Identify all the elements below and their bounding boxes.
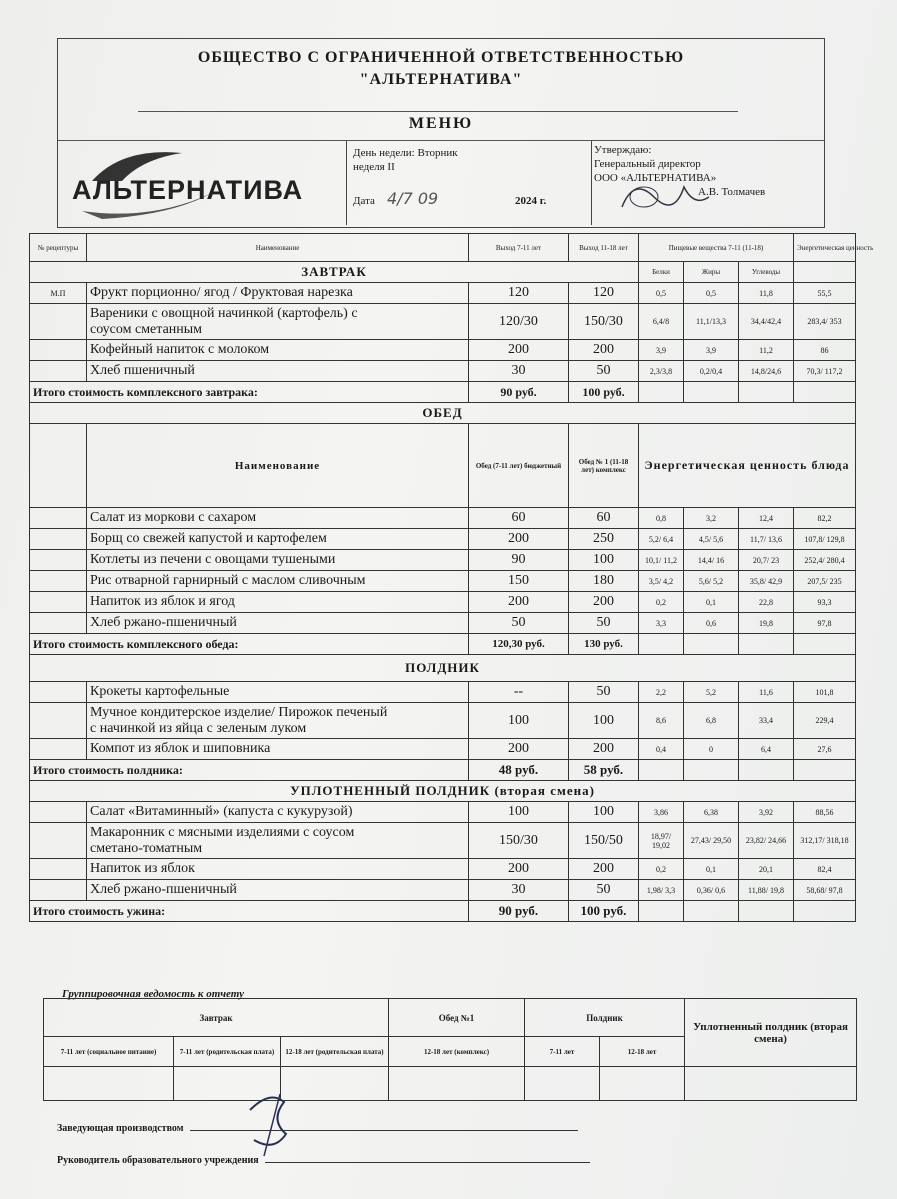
- output-7-11: 200: [469, 739, 569, 760]
- snack-total-label: Итого стоимость полдника:: [30, 760, 469, 781]
- recipe-code: [30, 571, 87, 592]
- recipe-code: [30, 880, 87, 901]
- protein: 6,4/8: [639, 304, 684, 340]
- output-11-18: 60: [569, 508, 639, 529]
- energy: 88,56: [794, 802, 856, 823]
- date-label: Дата: [353, 195, 375, 207]
- supper-total-label: Итого стоимость ужина:: [30, 901, 469, 922]
- grouping-c3: 12-18 лет (родительская плата): [281, 1037, 389, 1067]
- grouping-snack: Полдник: [525, 999, 685, 1037]
- output-7-11: 120/30: [469, 304, 569, 340]
- carbs: 11,6: [739, 682, 794, 703]
- dish-name: [87, 361, 469, 382]
- energy: 101,8: [794, 682, 856, 703]
- fat: 0,5: [684, 283, 739, 304]
- fat: 3,9: [684, 340, 739, 361]
- grouping-table: [43, 998, 857, 1101]
- menu-table: [29, 233, 874, 922]
- carbs: 11,8: [739, 283, 794, 304]
- fat: 0,6: [684, 613, 739, 634]
- section-breakfast: ЗАВТРАК: [30, 262, 639, 283]
- recipe-code: [30, 739, 87, 760]
- dish-name: [87, 340, 469, 361]
- grouping-title: Группировочная ведомость к отчету: [62, 988, 244, 1000]
- output-7-11: 90: [469, 550, 569, 571]
- output-7-11: 150/30: [469, 823, 569, 859]
- dish-name-line: Кофейный напиток с молоком: [90, 342, 270, 357]
- table-row: [30, 880, 856, 901]
- dish-name: [87, 283, 469, 304]
- col-output-11-18: Выход 11-18 лет: [569, 234, 639, 262]
- protein: 8,6: [639, 703, 684, 739]
- col-energy: Энергетическая ценность: [794, 234, 856, 262]
- output-7-11: 200: [469, 859, 569, 880]
- dish-name-line: Напиток из яблок и ягод: [90, 594, 235, 609]
- energy: 97,8: [794, 613, 856, 634]
- recipe-code: [30, 802, 87, 823]
- recipe-code: [30, 340, 87, 361]
- dish-name: [87, 592, 469, 613]
- fat: 0,2/0,4: [684, 361, 739, 382]
- lunch-col-energy: Энергетическая ценность блюда: [639, 424, 856, 508]
- output-7-11: --: [469, 682, 569, 703]
- section-supper: УПЛОТНЕННЫЙ ПОЛДНИК (вторая смена): [30, 781, 856, 802]
- fat: 3,2: [684, 508, 739, 529]
- output-11-18: 100: [569, 802, 639, 823]
- approval-position: Генеральный директор: [594, 158, 701, 170]
- dish-name-line: Хлеб пшеничный: [90, 363, 195, 378]
- col-output-7-11: Выход 7-11 лет: [469, 234, 569, 262]
- fat: 5,6/ 5,2: [684, 571, 739, 592]
- grouping-c5: 7-11 лет: [525, 1037, 600, 1067]
- supper-total-1: 90 руб.: [469, 901, 569, 922]
- handwritten-signature-icon: [240, 1090, 300, 1160]
- output-7-11: 100: [469, 802, 569, 823]
- energy: 55,5: [794, 283, 856, 304]
- output-7-11: 200: [469, 592, 569, 613]
- col-protein: Белки: [639, 262, 684, 283]
- recipe-code: [30, 529, 87, 550]
- output-11-18: 100: [569, 703, 639, 739]
- protein: 2,2: [639, 682, 684, 703]
- dish-name-line: Котлеты из печени с овощами тушеными: [90, 552, 336, 567]
- signature-production: [57, 1123, 578, 1134]
- recipe-code: [30, 823, 87, 859]
- fat: 6,38: [684, 802, 739, 823]
- output-7-11: 30: [469, 361, 569, 382]
- output-11-18: 150/30: [569, 304, 639, 340]
- breakfast-total-2: 100 руб.: [569, 382, 639, 403]
- lunch-col-1: Обед (7-11 лет) бюджетный: [469, 424, 569, 508]
- dish-name-line: Хлеб ржано-пшеничный: [90, 882, 237, 897]
- dish-name: [87, 859, 469, 880]
- table-row: [30, 592, 856, 613]
- protein: 0,2: [639, 859, 684, 880]
- lunch-total-2: 130 руб.: [569, 634, 639, 655]
- table-row: [30, 703, 856, 739]
- energy: 70,3/ 117,2: [794, 361, 856, 382]
- output-11-18: 250: [569, 529, 639, 550]
- grouping-supper: Уплотненный полдник (вторая смена): [685, 999, 857, 1067]
- lunch-total-1: 120,30 руб.: [469, 634, 569, 655]
- carbs: 33,4: [739, 703, 794, 739]
- energy: 82,2: [794, 508, 856, 529]
- snack-total-2: 58 руб.: [569, 760, 639, 781]
- lunch-col-2: Обед № 1 (11-18 лет) комплекс: [569, 424, 639, 508]
- energy: 86: [794, 340, 856, 361]
- recipe-code: [30, 613, 87, 634]
- carbs: 11,88/ 19,8: [739, 880, 794, 901]
- protein: 0,2: [639, 592, 684, 613]
- energy: 27,6: [794, 739, 856, 760]
- energy: 58,68/ 97,8: [794, 880, 856, 901]
- carbs: 35,8/ 42,9: [739, 571, 794, 592]
- day-of-week: День недели: Вторник: [353, 147, 458, 159]
- table-row: [30, 739, 856, 760]
- protein: 10,1/ 11,2: [639, 550, 684, 571]
- grouping-c4: 12-18 лет (комплекс): [389, 1037, 525, 1067]
- signature-icon: [614, 167, 714, 217]
- grouping-lunch: Обед №1: [389, 999, 525, 1037]
- output-11-18: 120: [569, 283, 639, 304]
- logo-text: АЛЬТЕРНАТИВА: [72, 175, 304, 205]
- recipe-code: [30, 682, 87, 703]
- carbs: 20,1: [739, 859, 794, 880]
- protein: 18,97/ 19,02: [639, 823, 684, 859]
- date-handwritten: 4/7 09: [387, 189, 439, 208]
- dish-name-line: Крокеты картофельные: [90, 684, 230, 699]
- protein: 5,2/ 6,4: [639, 529, 684, 550]
- dish-name-line: Борщ со свежей капустой и картофелем: [90, 531, 327, 546]
- energy: 283,4/ 353: [794, 304, 856, 340]
- dish-name-line: Хлеб ржано-пшеничный: [90, 615, 237, 630]
- dish-name: [87, 613, 469, 634]
- dish-name-line-2: соусом сметанным: [90, 321, 203, 337]
- output-11-18: 200: [569, 739, 639, 760]
- output-7-11: 50: [469, 613, 569, 634]
- dish-name-line: Мучное кондитерское изделие/ Пирожок печеный: [90, 704, 388, 720]
- document-header: [57, 38, 825, 228]
- approval-label: Утверждаю:: [594, 144, 652, 156]
- energy: 229,4: [794, 703, 856, 739]
- dish-name: [87, 529, 469, 550]
- dish-name: [87, 571, 469, 592]
- dish-name-line-2: с начинкой из яйца с зеленым луком: [90, 720, 307, 736]
- dish-name-line: Салат из моркови с сахаром: [90, 510, 257, 525]
- protein: 3,86: [639, 802, 684, 823]
- carbs: 23,82/ 24,66: [739, 823, 794, 859]
- menu-title: МЕНЮ: [408, 115, 474, 132]
- org-name-line2: "АЛЬТЕРНАТИВА": [359, 71, 523, 88]
- recipe-code: [30, 859, 87, 880]
- protein: 1,98/ 3,3: [639, 880, 684, 901]
- signature-head: [57, 1155, 590, 1166]
- carbs: 12,4: [739, 508, 794, 529]
- output-11-18: 200: [569, 340, 639, 361]
- signature-production-label: Заведующая производством: [57, 1123, 184, 1134]
- dish-name: [87, 703, 469, 739]
- fat: 0,1: [684, 859, 739, 880]
- breakfast-total-label: Итого стоимость комплексного завтрака:: [30, 382, 469, 403]
- energy: 93,3: [794, 592, 856, 613]
- col-carbs: Углеводы: [739, 262, 794, 283]
- output-7-11: 120: [469, 283, 569, 304]
- fat: 6,8: [684, 703, 739, 739]
- fat: 11,1/13,3: [684, 304, 739, 340]
- breakfast-total-1: 90 руб.: [469, 382, 569, 403]
- output-11-18: 50: [569, 880, 639, 901]
- carbs: 6,4: [739, 739, 794, 760]
- grouping-breakfast: Завтрак: [44, 999, 389, 1037]
- section-lunch: ОБЕД: [30, 403, 856, 424]
- dish-name-line: Напиток из яблок: [90, 861, 195, 876]
- snack-total-1: 48 руб.: [469, 760, 569, 781]
- carbs: 34,4/42,4: [739, 304, 794, 340]
- output-7-11: 200: [469, 340, 569, 361]
- output-11-18: 200: [569, 592, 639, 613]
- date-year: 2024 г.: [515, 195, 547, 207]
- protein: 2,3/3,8: [639, 361, 684, 382]
- carbs: 11,7/ 13,6: [739, 529, 794, 550]
- protein: 0,8: [639, 508, 684, 529]
- lunch-rows: [30, 508, 856, 634]
- dish-name: [87, 802, 469, 823]
- supper-rows: [30, 802, 856, 901]
- dish-name: [87, 739, 469, 760]
- dish-name: [87, 550, 469, 571]
- output-11-18: 100: [569, 550, 639, 571]
- energy: 107,8/ 129,8: [794, 529, 856, 550]
- supper-total-2: 100 руб.: [569, 901, 639, 922]
- table-row: [30, 613, 856, 634]
- table-row: [30, 529, 856, 550]
- protein: 3,5/ 4,2: [639, 571, 684, 592]
- grouping-c2: 7-11 лет (родительская плата): [174, 1037, 281, 1067]
- table-row: [30, 361, 856, 382]
- col-fat: Жиры: [684, 262, 739, 283]
- fat: 0,36/ 0,6: [684, 880, 739, 901]
- lunch-total-label: Итого стоимость комплексного обеда:: [30, 634, 469, 655]
- dish-name-line: Макаронник с мясными изделиями с соусом: [90, 824, 355, 840]
- col-nutrients: Пищевые вещества 7-11 (11-18): [639, 234, 794, 262]
- section-snack: ПОЛДНИК: [30, 655, 856, 682]
- dish-name: [87, 880, 469, 901]
- fat: 27,43/ 29,50: [684, 823, 739, 859]
- energy: 207,5/ 235: [794, 571, 856, 592]
- grouping-c1: 7-11 лет (социальное питание): [44, 1037, 174, 1067]
- fat: 0,1: [684, 592, 739, 613]
- fat: 14,4/ 16: [684, 550, 739, 571]
- output-7-11: 60: [469, 508, 569, 529]
- output-11-18: 150/50: [569, 823, 639, 859]
- dish-name-line: Вареники с овощной начинкой (картофель) с: [90, 305, 358, 321]
- energy: 82,4: [794, 859, 856, 880]
- recipe-code: [30, 592, 87, 613]
- table-row: [30, 283, 856, 304]
- lunch-col-name: Наименование: [87, 424, 469, 508]
- protein: 0,5: [639, 283, 684, 304]
- dish-name: [87, 682, 469, 703]
- output-7-11: 100: [469, 703, 569, 739]
- output-11-18: 50: [569, 682, 639, 703]
- output-11-18: 180: [569, 571, 639, 592]
- dish-name: [87, 304, 469, 340]
- energy: 312,17/ 318,18: [794, 823, 856, 859]
- table-row: [30, 682, 856, 703]
- table-row: [30, 304, 856, 340]
- output-11-18: 50: [569, 361, 639, 382]
- breakfast-rows: [30, 283, 856, 382]
- col-recipe-number: № рецептуры: [30, 234, 87, 262]
- snack-rows: [30, 682, 856, 760]
- dish-name-line: Фрукт порционно/ ягод / Фруктовая нарезка: [90, 285, 353, 300]
- fat: 5,2: [684, 682, 739, 703]
- day-info: [346, 141, 592, 225]
- recipe-code: [30, 550, 87, 571]
- org-name-line1: ОБЩЕСТВО С ОГРАНИЧЕННОЙ ОТВЕТСТВЕННОСТЬЮ: [197, 49, 685, 66]
- table-row: [30, 550, 856, 571]
- recipe-code: [30, 304, 87, 340]
- approval-company: ООО «АЛЬТЕРНАТИВА»: [594, 172, 717, 184]
- fat: 4,5/ 5,6: [684, 529, 739, 550]
- carbs: 22,8: [739, 592, 794, 613]
- protein: 0,4: [639, 739, 684, 760]
- carbs: 19,8: [739, 613, 794, 634]
- recipe-code: [30, 361, 87, 382]
- table-row: [30, 859, 856, 880]
- dish-name-line: Рис отварной гарнирный с маслом сливочным: [90, 573, 366, 588]
- col-name: Наименование: [87, 234, 469, 262]
- table-row: [30, 802, 856, 823]
- protein: 3,3: [639, 613, 684, 634]
- carbs: 3,92: [739, 802, 794, 823]
- dish-name-line: Компот из яблок и шиповника: [90, 741, 271, 756]
- dish-name: [87, 823, 469, 859]
- dish-name-line-2: сметано-томатным: [90, 840, 203, 856]
- approval-signer: А.В. Толмачев: [698, 186, 766, 198]
- output-7-11: 30: [469, 880, 569, 901]
- table-row: [30, 571, 856, 592]
- week-number: неделя II: [353, 161, 395, 173]
- output-11-18: 50: [569, 613, 639, 634]
- dish-name-line: Салат «Витаминный» (капуста с кукурузой): [90, 804, 353, 819]
- output-7-11: 150: [469, 571, 569, 592]
- protein: 3,9: [639, 340, 684, 361]
- company-logo: [62, 141, 338, 225]
- recipe-code: М.П: [30, 283, 87, 304]
- carbs: 20,7/ 23: [739, 550, 794, 571]
- carbs: 14,8/24,6: [739, 361, 794, 382]
- signature-head-label: Руководитель образовательного учреждения: [57, 1155, 259, 1166]
- table-row: [30, 823, 856, 859]
- table-row: [30, 508, 856, 529]
- recipe-code: [30, 703, 87, 739]
- recipe-code: [30, 508, 87, 529]
- grouping-c6: 12-18 лет: [600, 1037, 685, 1067]
- output-11-18: 200: [569, 859, 639, 880]
- fat: 0: [684, 739, 739, 760]
- header-rule: [138, 111, 738, 112]
- carbs: 11,2: [739, 340, 794, 361]
- energy: 252,4/ 280,4: [794, 550, 856, 571]
- dish-name: [87, 508, 469, 529]
- output-7-11: 200: [469, 529, 569, 550]
- approval-block: [594, 143, 765, 199]
- table-row: [30, 340, 856, 361]
